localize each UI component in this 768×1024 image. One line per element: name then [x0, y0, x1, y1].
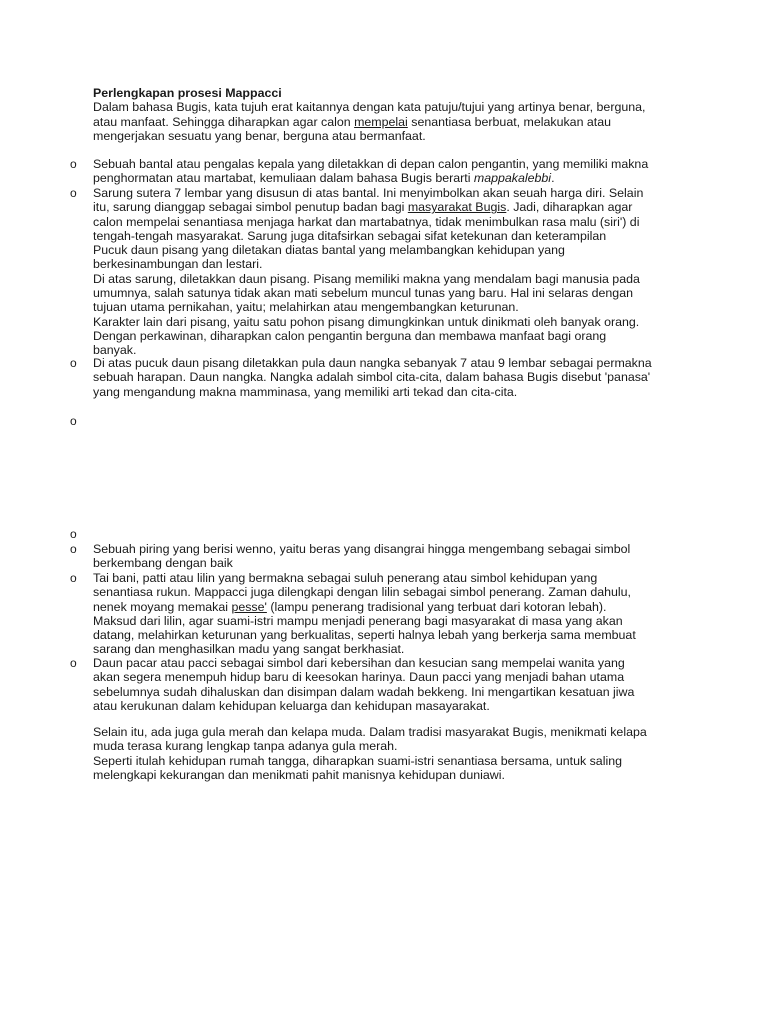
item-line: berkesinambungan dan lestari.	[93, 257, 263, 272]
item-line: Pucuk daun pisang yang diletakan diatas bantal yang melambangkan kehidupan yang	[93, 243, 565, 258]
bullet-marker: o	[70, 186, 77, 200]
bullet-marker: o	[70, 157, 77, 171]
item-line: berkembang dengan baik	[93, 556, 233, 571]
item-line: Di atas pucuk daun pisang diletakkan pula daun nangka sebanyak 7 atau 9 lembar sebagai permakna	[93, 356, 652, 370]
item-line: akan segera menempuh hidup baru di keesokan harinya. Daun pacci yang menjadi bahan utama	[93, 670, 625, 685]
item-line: Maksud dari lilin, agar suami-istri mampu menjadi penerang bagi masyarakat di masa yang akan	[93, 613, 623, 628]
item-line: sarang dan menghasilkan madu yang sangat berkhasiat.	[93, 642, 405, 657]
item-line: Di atas sarung, diletakkan daun pisang. Pisang memiliki makna yang mendalam bagi manusia pada	[93, 271, 640, 286]
item-line: tengah-tengah masyarakat. Sarung juga ditafsirkan sebagai sifat ketekunan dan keterampilan	[93, 228, 607, 243]
closing-line: Seperti itulah kehidupan rumah tangga, diharapkan suami-istri senantiasa bersama, untuk saling	[93, 753, 622, 768]
item-line: Dengan perkawinan, diharapkan calon pengantin berguna dan membawa manfaat bagi orang	[93, 328, 607, 343]
intro-line: Dalam bahasa Bugis, kata tujuh erat kaitannya dengan kata patuju/tujui yang artinya benar, berguna,	[93, 100, 646, 115]
bullet-marker: o	[70, 542, 77, 556]
item-line: Tai bani, patti atau lilin yang bermakna sebagai suluh penerang atau simbol kehidupan yang	[93, 571, 598, 585]
list-item	[93, 656, 675, 713]
italic-term: mappakalebbi	[473, 171, 552, 186]
item-line: tujuan utama pernikahan, yaitu; melahirkan atau mengembangkan keturunan.	[93, 300, 519, 315]
bullet-marker: o	[70, 527, 77, 541]
item-line: sebelumnya sudah dihaluskan dan disimpan dalam wadah bekkeng. Ini mengartikan kesatuan jiwa	[93, 684, 635, 699]
bullet-marker: o	[70, 356, 77, 370]
bullet-marker: o	[70, 414, 77, 428]
section-heading: Perlengkapan prosesi Mappacci	[93, 86, 282, 100]
item-line: Daun pacar atau pacci sebagai simbol dari kebersihan dan kesucian sang mempelai wanita yang	[93, 656, 625, 670]
intro-line: mengerjakan sesuatu yang benar, berguna atau bermanfaat.	[93, 128, 426, 143]
item-line: itu, sarung dianggap sebagai simbol penutup badan bagi masyarakat Bugis. Jadi, diharapkan agar	[93, 200, 633, 215]
item-line: calon mempelai senantiasa menjaga harkat dan martabatnya, tidak menimbulkan rasa malu (siri') di	[93, 214, 640, 229]
item-line: Sebuah piring yang berisi wenno, yaitu beras yang disangrai hingga mengembang sebagai simbol	[93, 542, 631, 556]
closing-section	[93, 725, 675, 782]
item-line: Sarung sutera 7 lembar yang disusun di atas bantal. Ini menyimbolkan akan seuah harga diri. Selain	[93, 186, 644, 200]
pesse-link[interactable]: pesse'	[231, 599, 267, 614]
item-line: yang mengandung makna mamminasa, yang memiliki arti tekad dan cita-cita.	[93, 384, 518, 399]
item-line: nenek moyang memakai pesse' (lampu penerang tradisional yang terbuat dari kotoran lebah).	[93, 599, 607, 614]
list-item	[93, 186, 675, 358]
bullet-marker: o	[70, 656, 77, 670]
intro-section	[93, 86, 675, 143]
closing-line: Selain itu, ada juga gula merah dan kelapa muda. Dalam tradisi masyarakat Bugis, menikmati kelapa	[93, 725, 647, 739]
item-line: umumnya, salah satunya tidak akan mati sebelum muncul tunas yang baru. Hal ini selaras dengan	[93, 286, 633, 301]
item-line: penghormatan atau martabat, kemuliaan dalam bahasa Bugis berarti mappakalebbi.	[93, 171, 555, 186]
item-line: senantiasa rukun. Mappacci juga dilengkapi dengan lilin sebagai simbol penerang. Zaman dahulu,	[93, 585, 631, 600]
item-line: sebuah harapan. Daun nangka. Nangka adalah simbol cita-cita, dalam bahasa Bugis disebut 'panasa'	[93, 370, 651, 385]
masyarakat-bugis-link[interactable]: masyarakat Bugis	[407, 200, 507, 215]
item-line: banyak.	[93, 343, 137, 358]
item-line: datang, melahirkan keturunan yang berkualitas, seperti halnya lebah yang berkerja sama membuat	[93, 628, 636, 643]
intro-line: atau manfaat. Sehingga diharapkan agar calon mempelai senantiasa berbuat, melakukan atau	[93, 114, 612, 129]
list-item	[93, 571, 675, 657]
list-item	[93, 356, 675, 399]
closing-line: muda terasa kurang lengkap tanpa adanya gula merah.	[93, 739, 398, 754]
closing-line: melengkapi kekurangan dan menikmati pahit manisnya kehidupan duniawi.	[93, 767, 505, 782]
mempelai-link[interactable]: mempelai	[354, 114, 408, 129]
item-line: Karakter lain dari pisang, yaitu satu pohon pisang dimungkinkan untuk dinikmati oleh banyak orang.	[93, 314, 640, 329]
bullet-marker: o	[70, 571, 77, 585]
item-line: atau kerukunan dalam kehidupan keluarga dan kehidupan masayarakat.	[93, 698, 490, 713]
list-item	[93, 157, 675, 186]
item-line: Sebuah bantal atau pengalas kepala yang diletakkan di depan calon pengantin, yang memiliki makna	[93, 157, 649, 171]
list-item	[93, 542, 675, 571]
